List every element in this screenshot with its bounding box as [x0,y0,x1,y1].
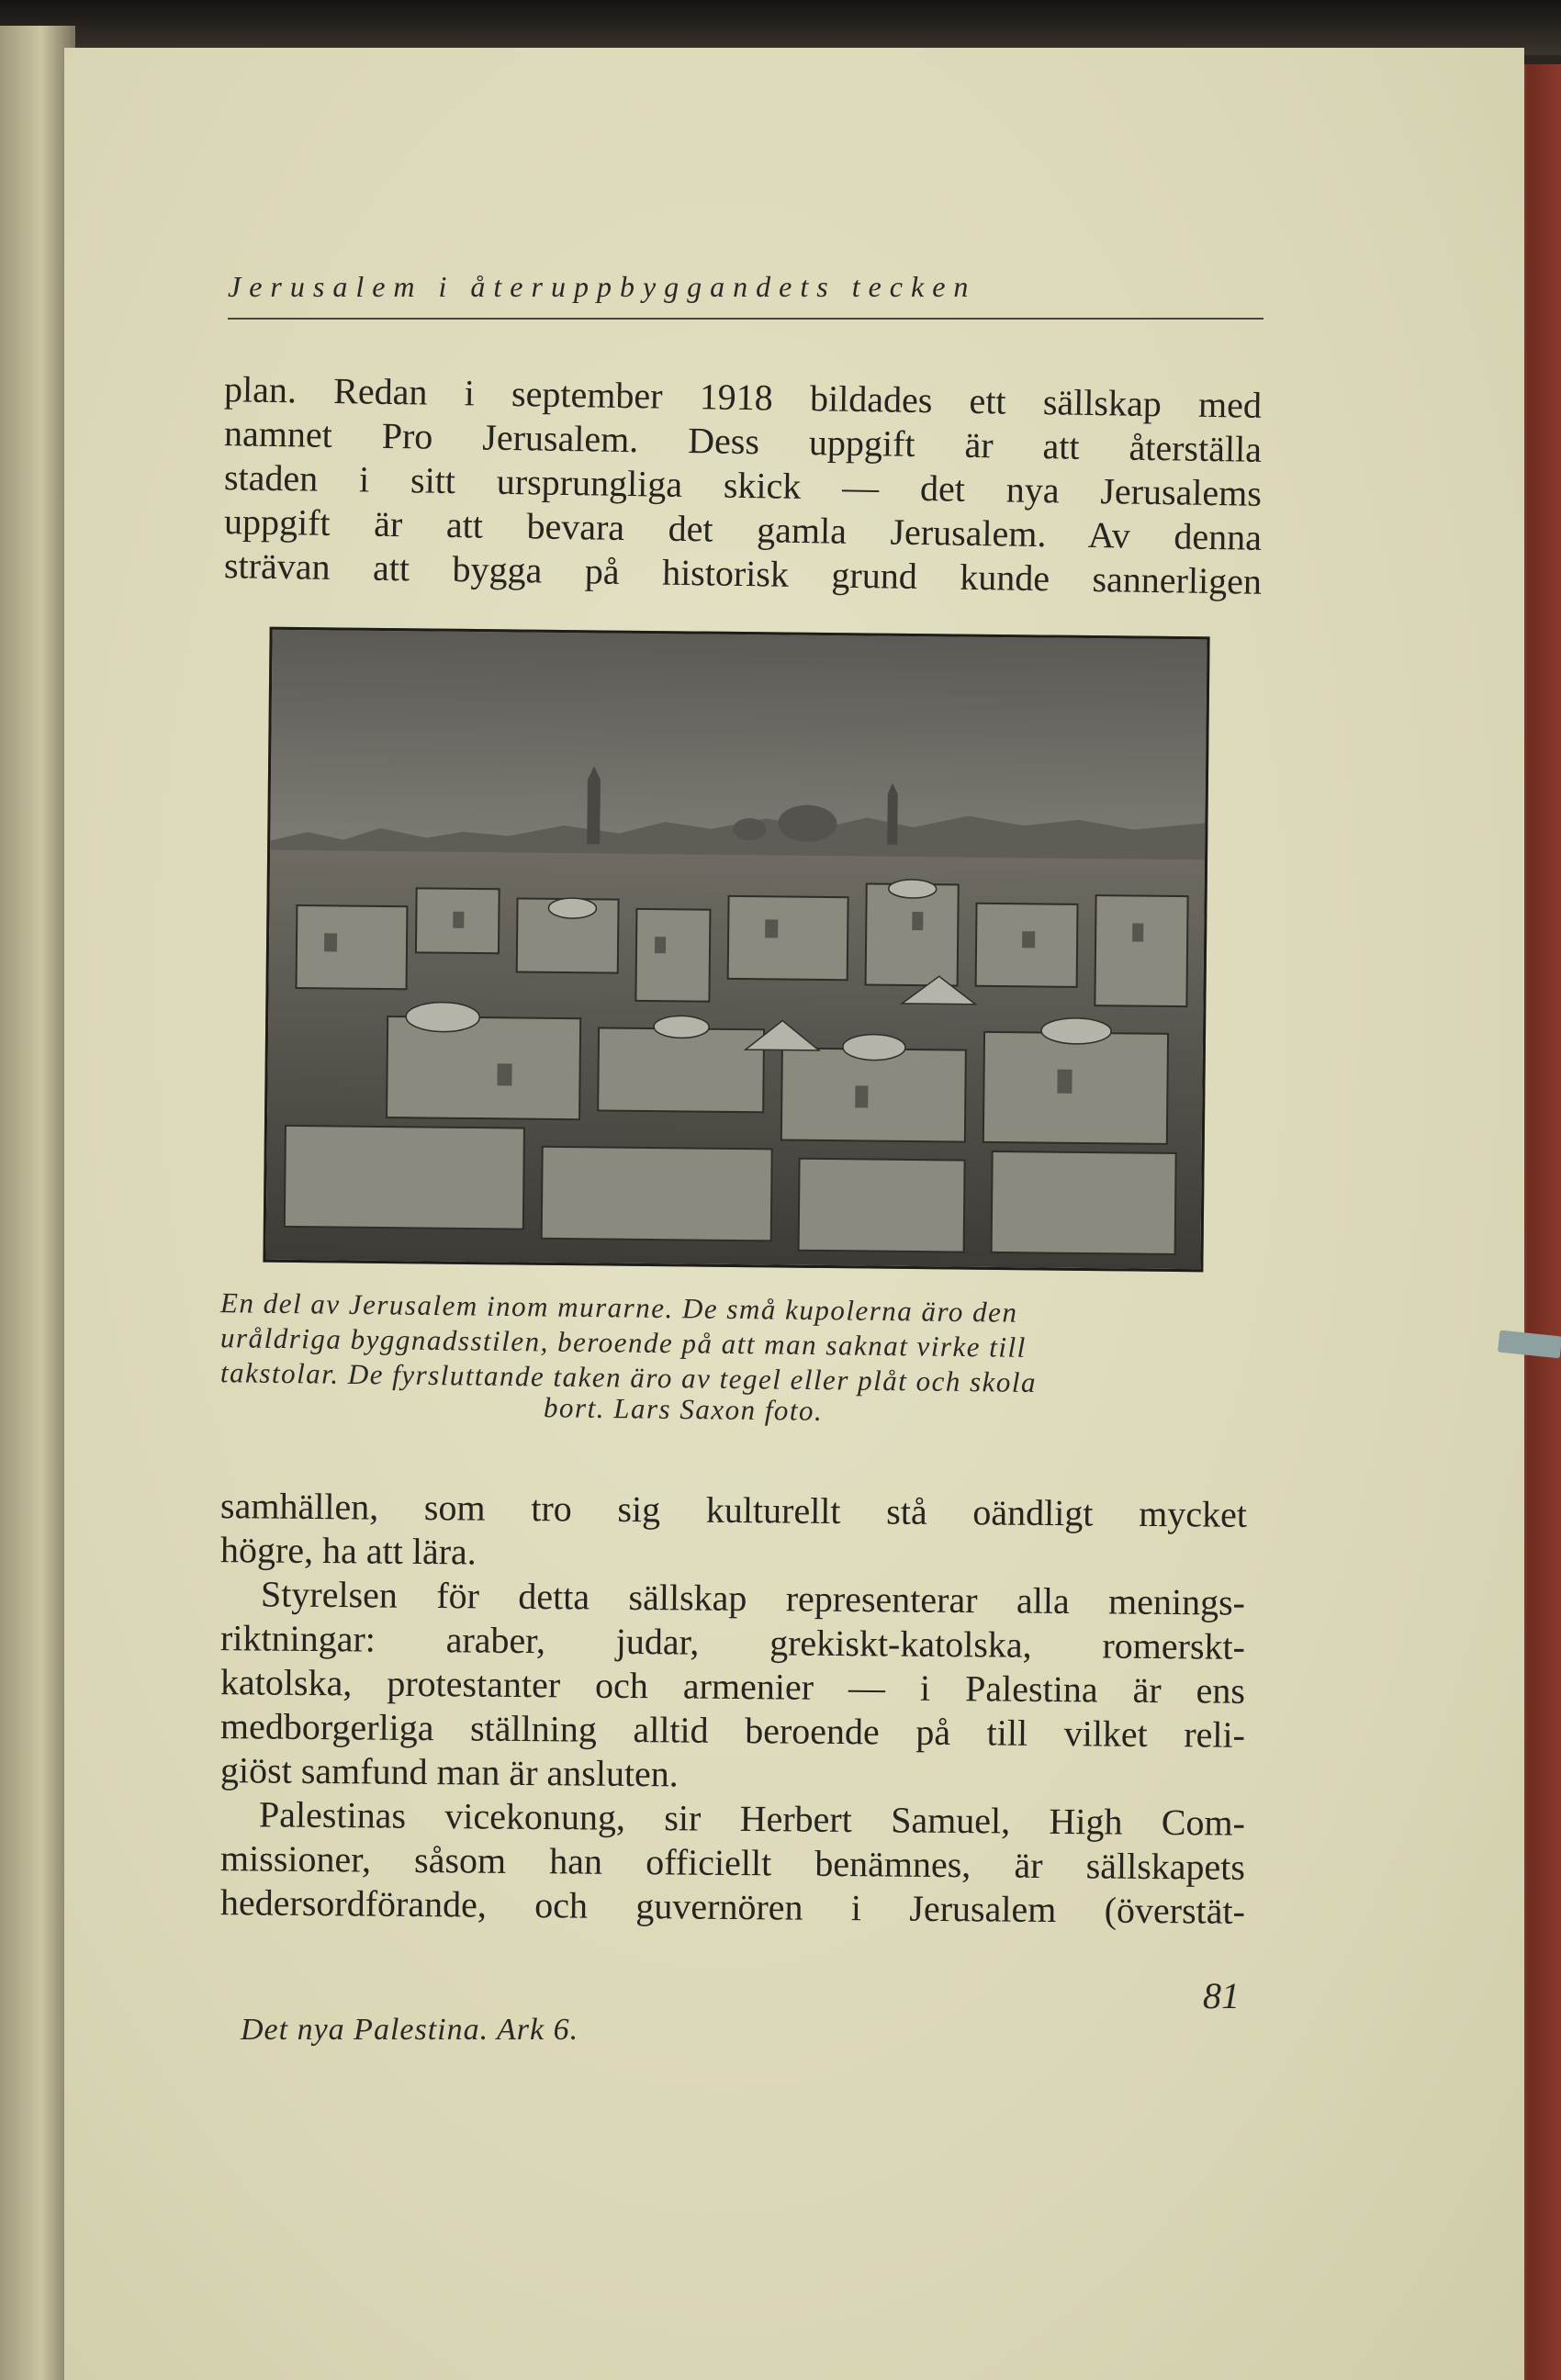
text-line: namnet Pro Jerusalem. Dess uppgift är att återställa [223,412,1263,470]
text-line: giöst samfund man är ansluten. [219,1749,679,1795]
caption-line: uråldriga byggnadsstilen, beroende på att man saknat virke till [219,1321,1027,1364]
text-line: uppgift är att bevara det gamla Jerusalem. Av denna [223,500,1263,558]
jerusalem-photo [263,627,1209,1273]
caption-line: En del av Jerusalem inom murarne. De små kupolerna äro den [219,1286,1018,1329]
page-number: 81 [1203,1975,1240,2016]
caption-line: takstolar. De fyrsluttande taken äro av tegel eller plåt och skola [219,1356,1038,1399]
text-line: högre, ha att lära. [219,1529,477,1573]
scan-background [0,0,1561,55]
jerusalem-rooftops-photo-icon [265,630,1207,1270]
text-line: medborgerliga ställning alltid beroende på till vilket reli- [219,1705,1246,1756]
text-line: katolska, protestanter och armenier — i Palestina är ens [219,1661,1246,1712]
text-line: missioner, såsom han officiellt benämnes, är sällskapets [219,1837,1246,1888]
text-line: strävan att bygga på historisk grund kunde sannerligen [223,544,1263,602]
header-rule [228,318,1263,320]
text-line: samhällen, som tro sig kulturellt stå oändligt mycket [219,1485,1248,1535]
text-line: riktningar: araber, judar, grekiskt-katolska, romerskt- [219,1617,1246,1667]
caption-line: bort. Lars Saxon foto. [543,1391,824,1427]
text-line: hedersordförande, och guvernören i Jerusalem (överstät- [219,1881,1246,1932]
text-line: Styrelsen för detta sällskap representerar alla menings- [260,1573,1246,1623]
signature-line: Det nya Palestina. Ark 6. [241,2013,579,2047]
text-line: Palestinas vicekonung, sir Herbert Samuel, High Com- [258,1793,1246,1844]
text-line: staden i sitt ursprungliga skick — det nya Jerusalems [223,456,1263,514]
running-head: Jerusalem i återuppbyggandets tecken [228,270,977,303]
text-line: plan. Redan i september 1918 bildades ett sällskap med [223,368,1263,426]
